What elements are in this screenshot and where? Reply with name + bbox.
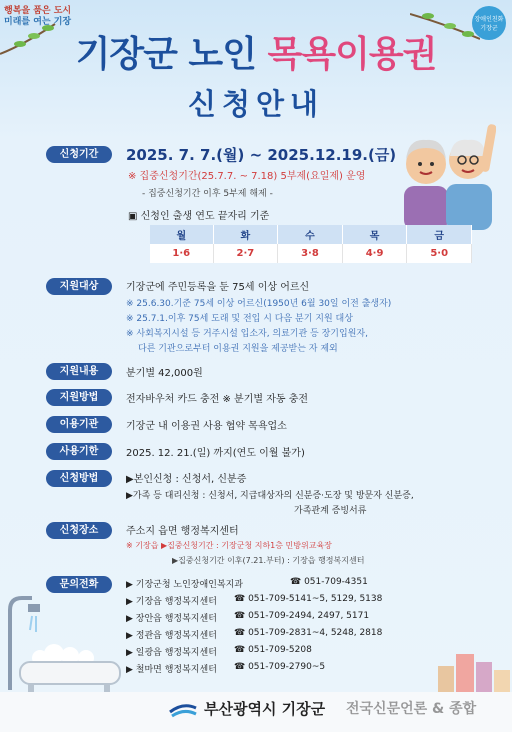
digit-fri: 5·0: [407, 244, 472, 263]
title-part2: 목욕이용권: [267, 34, 437, 75]
weekday-digit-table: [150, 225, 472, 263]
contact-phone-jangan: ☎ 051-709-2494, 2497, 5171: [234, 611, 370, 621]
digit-tue: 2·7: [213, 244, 278, 263]
watermark-text: 전국신문언론 & 종합: [346, 701, 477, 717]
contact-name-jangan: ▶ 장안읍 행정복지센터: [126, 614, 217, 624]
digit-thu: 4·9: [342, 244, 407, 263]
target-label: 지원대상: [46, 278, 112, 295]
weekday-fri: 금: [407, 225, 472, 244]
contact-phone-ilgwang: ☎ 051-709-5208: [234, 645, 312, 655]
contact-phone-jeonggwan: ☎ 051-709-2831~4, 5248, 2818: [234, 628, 383, 638]
digit-wed: 3·8: [278, 244, 343, 263]
contact-label: 문의전화: [46, 576, 112, 593]
title-part1: 기장군 노인: [75, 34, 256, 75]
period-label: 신청기간: [46, 146, 112, 163]
city-buildings-illustration: [434, 648, 512, 694]
apply-proxy: ▶가족 등 대리신청 : 신청서, 지급대상자의 신분증·도장 및 방문자 신분증,: [126, 491, 414, 501]
target-main: 기장군에 주민등록을 둔 75세 이상 어르신: [126, 282, 310, 293]
gijang-logo-icon: [168, 702, 198, 718]
contact-phone-cheolma: ☎ 051-709-2790~5: [234, 662, 326, 672]
period-note-concentrated: ※ 집중신청기간(25.7.7. ~ 7.18) 5부제(요일제) 운영: [128, 171, 366, 182]
target-note2: ※ 25.7.1.이후 75세 도래 및 전입 시 다음 분기 지원 대상: [126, 314, 353, 324]
target-note4: 다른 기관으로부터 이용권 지원을 제공받는 자 제외: [138, 344, 338, 354]
bathtub-illustration: [0, 590, 124, 696]
period-dates: 2025. 7. 7.(월) ~ 2025.12.19.(금): [126, 146, 397, 164]
content-value: 분기별 42,000원: [126, 368, 203, 379]
contact-name-cheolma: ▶ 철마면 행정복지센터: [126, 665, 217, 675]
footer-org: 부산광역시 기장군: [204, 700, 326, 718]
contact-name-county: ▶ 기장군청 노인장애인복지과: [126, 580, 243, 590]
apply-proxy-docs: 가족관계 증빙서류: [294, 506, 367, 516]
apply-label: 신청방법: [46, 470, 112, 487]
expiry-value: 2025. 12. 21.(일) 까지(연도 이월 불가): [126, 448, 305, 459]
weekday-tue: 화: [213, 225, 278, 244]
page-subtitle: 신청안내: [187, 87, 325, 121]
method-value: 전자바우처 카드 충전 ※ 분기별 자동 충전: [126, 394, 309, 405]
digit-row: [150, 244, 472, 263]
target-note3: ※ 사회복지시설 등 거주시설 입소자, 의료기관 등 장기입원자,: [126, 329, 368, 339]
slogan: [4, 6, 71, 28]
place-note-concentrated: ※ 기장읍 ▶집중신청기간 : 기장군청 지하1층 민방위교육장: [126, 541, 332, 550]
venue-label: 이용기관: [46, 416, 112, 433]
contact-phone-gijang: ☎ 051-709-5141~5, 5129, 5138: [234, 594, 383, 604]
place-note-after: ▶집중신청기간 이후(7.21.부터) : 기장읍 행정복지센터: [172, 556, 365, 565]
weekday-mon: 월: [150, 225, 213, 244]
apply-self: ▶본인신청 : 신청서, 신분증: [126, 474, 247, 485]
contact-name-ilgwang: ▶ 일광읍 행정복지센터: [126, 648, 217, 658]
place-main: 주소지 읍면 행정복지센터: [126, 526, 239, 537]
contact-phone-county: ☎ 051-709-4351: [290, 577, 368, 587]
place-label: 신청장소: [46, 522, 112, 539]
badge-text: 장애인친화 기장군: [474, 16, 504, 32]
expiry-label: 사용기한: [46, 443, 112, 460]
weekday-wed: 수: [278, 225, 343, 244]
content-label: 지원내용: [46, 363, 112, 380]
period-note-after: - 집중신청기간 이후 5부제 해제 -: [142, 189, 273, 199]
slogan-line2: 미래를 여는 기장: [4, 17, 72, 27]
target-note1: ※ 25.6.30.기준 75세 이상 어르신(1950년 6월 30일 이전 출생자): [126, 299, 392, 309]
venue-value: 기장군 내 이용권 사용 협약 목욕업소: [126, 421, 287, 432]
contact-name-gijang: ▶ 기장읍 행정복지센터: [126, 597, 217, 607]
page-title: [0, 26, 512, 77]
slogan-line1: 행복을 품은 도시: [4, 6, 72, 16]
digit-mon: 1·6: [150, 244, 213, 263]
weekday-row: [150, 225, 472, 244]
elderly-couple-illustration: [396, 118, 496, 230]
weekday-thu: 목: [342, 225, 407, 244]
period-rule: ▣ 신청인 출생 연도 끝자리 기준: [128, 211, 270, 222]
contact-name-jeonggwan: ▶ 정관읍 행정복지센터: [126, 631, 217, 641]
method-label: 지원방법: [46, 389, 112, 406]
